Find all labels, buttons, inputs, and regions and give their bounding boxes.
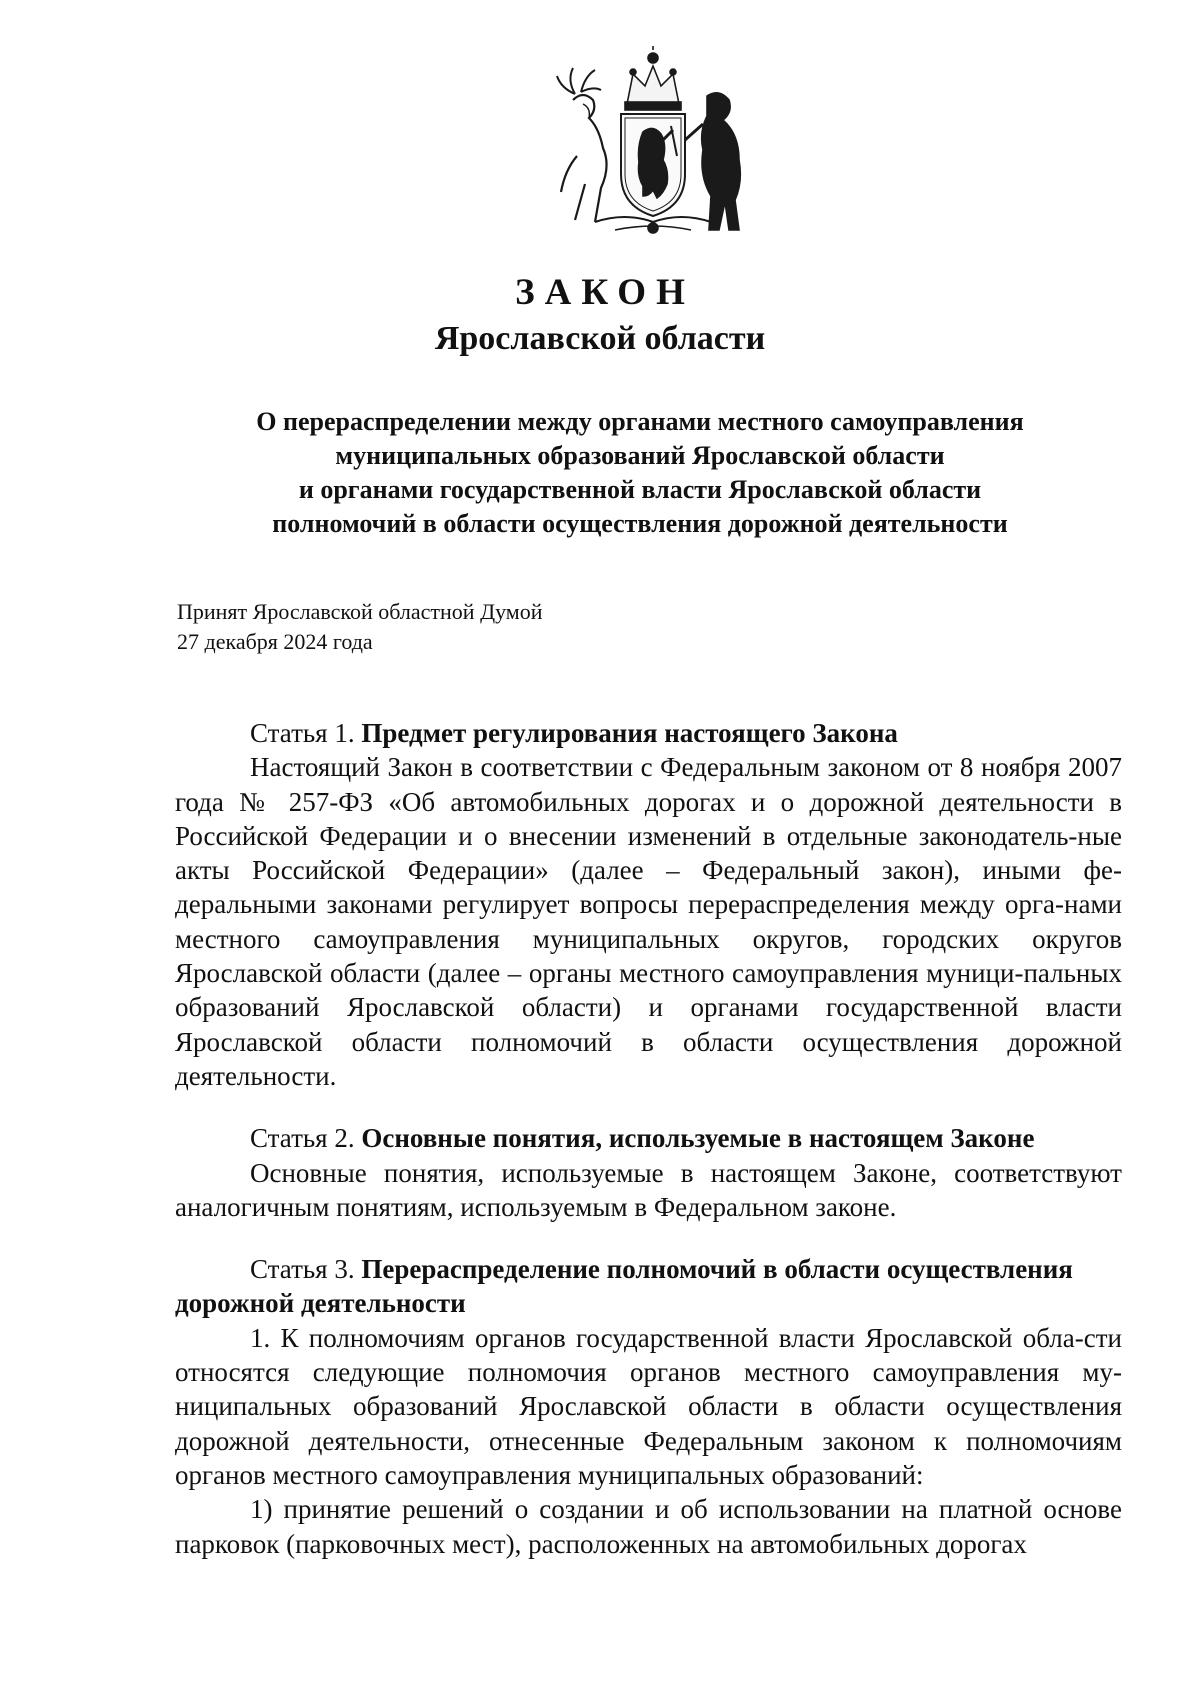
article-label: Статья 2. [250, 1123, 355, 1154]
article-label: Статья 1. [250, 718, 355, 748]
law-subject-line: О перераспределении между органами местного самоуправления [256, 407, 1024, 436]
law-region: Ярославской области [434, 320, 766, 357]
article-paragraph: 1) принятие решений о создании и об использовании на платной основе парковок (парковочных мест), расположенных на автомобильных дорогах [175, 1494, 1122, 1559]
article-paragraph: Основные понятия, используемые в настоящем Законе, соответствуют аналогичным понятиям, используемым в Федеральном законе. [175, 1157, 1122, 1222]
article-title: Предмет регулирования настоящего Закона [361, 718, 898, 748]
page-footer [0, 1658, 1200, 1698]
law-subject-line: полномочий в области осуществления дорожной деятельности [272, 509, 1008, 538]
adoption-body: Принят Ярославской областной Думой [177, 599, 543, 624]
law-subject-line: муниципальных образований Ярославской области [335, 441, 945, 470]
article-title: Основные понятия, используемые в настоящем Законе [361, 1123, 1035, 1154]
law-heading [0, 270, 1200, 362]
articles-section [175, 716, 1122, 1589]
article-heading [175, 1121, 1122, 1155]
law-subject [160, 405, 1120, 541]
adoption-info [177, 597, 543, 657]
article-1 [175, 716, 1122, 1093]
article-title: Перераспределение полномочий в области осуществления дорожной деятельности [175, 1254, 1073, 1319]
law-title: ЗАКОН [515, 272, 695, 313]
adoption-date: 27 декабря 2024 года [177, 629, 373, 654]
yaroslavl-coat-of-arms-icon [555, 44, 751, 239]
article-heading [175, 716, 1122, 750]
law-subject-line: и органами государственной власти Ярославской области [298, 475, 982, 504]
article-2 [175, 1121, 1122, 1224]
article-paragraph: Настоящий Закон в соответствии с Федеральным законом от 8 ноября 2007 года № 257-ФЗ «Об автомобильных дорогах и о дорожной деятельности в Российской Федерации и о внесении изменений в отдельные законодатель-ные акты Российской Федерации» (далее – Федеральный закон), иными фе-деральными законами регулирует вопросы перераспределения между орга-нами местного самоуправления муниципальных округов, городских округов Ярославской области (далее – органы местного самоуправления муници-пальных образований Ярославской области) и органами государственной власти Ярославской области полномочий в области осуществления дорожной деятельности. [175, 752, 1122, 1091]
article-paragraph: 1. К полномочиям органов государственной власти Ярославской обла-сти относятся следующие полномочия органов местного самоуправления му-ниципальных образований Ярославской области в области осуществления дорожной деятельности, отнесенные Федеральным законом к полномочиям органов местного самоуправления муниципальных образований: [175, 1322, 1122, 1490]
article-3 [175, 1252, 1122, 1561]
coat-of-arms-emblem [555, 44, 751, 239]
article-label: Статья 3. [250, 1254, 355, 1285]
article-heading [175, 1252, 1122, 1321]
